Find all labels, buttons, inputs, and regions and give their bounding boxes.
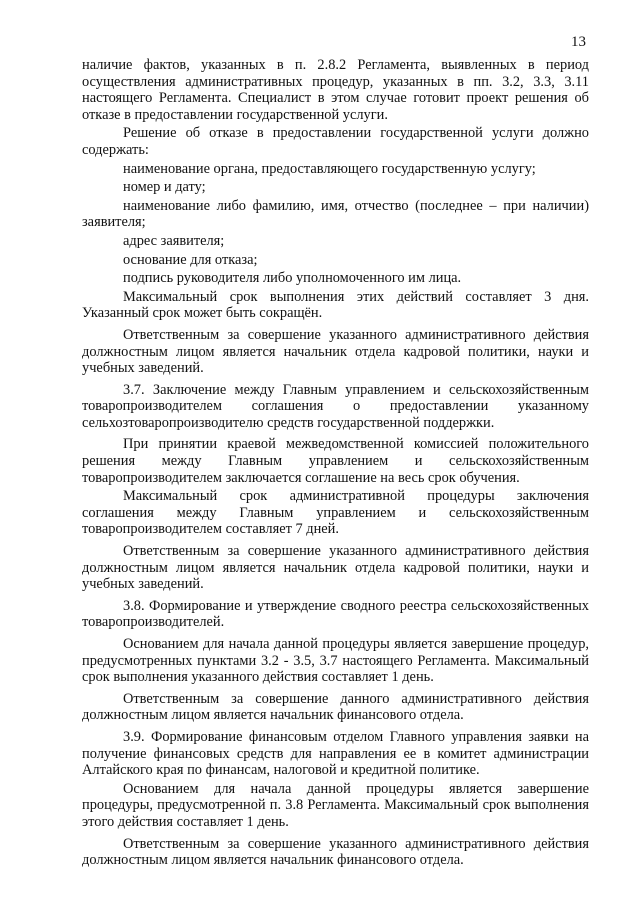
paragraph-responsible: Ответственным за совершение данного административного действия должностным лицом является начальник финансового отдела. [82, 690, 589, 724]
document-body [82, 57, 589, 869]
paragraph-responsible: Ответственным за совершение указанного административного действия должностным лицом является начальник финансового отдела. [82, 835, 589, 869]
list-item: наименование органа, предоставляющего государственную услугу; [123, 160, 536, 177]
paragraph-max-term: Максимальный срок административной процедуры заключения соглашения между Главным управлением и сельскохозяйственным товаропроизводителем составляет 7 дней. [82, 488, 589, 538]
paragraph-commission-decision: При принятии краевой межведомственной комиссией положительного решения между Главным управлением и сельскохозяйственным товаропроизводителем заключается соглашение на весь срок обучения. [82, 436, 589, 486]
list-item: наименование либо фамилию, имя, отчество (последнее – при наличии) заявителя; [82, 197, 589, 231]
paragraph-basis: Основанием для начала данной процедуры является завершение процедур, предусмотренных пунктами 3.2 - 3.5, 3.7 настоящего Регламента. Максимальный срок выполнения указанного действия составляет 1 день. [82, 636, 589, 686]
paragraph-responsible: Ответственным за совершение указанного административного действия должностным лицом является начальник отдела кадровой политики, науки и учебных заведений. [82, 543, 589, 593]
paragraph-basis: Основанием для начала данной процедуры является завершение процедуры, предусмотренной п. 3.8 Регламента. Максимальный срок выполнения этого действия составляет 1 день. [82, 780, 589, 830]
section-3-9-heading: 3.9. Формирование финансовым отделом Главного управления заявки на получение финансовых средств для направления ее в комитет администрации Алтайского края по финансам, налоговой и кредитной политике. [82, 728, 589, 779]
paragraph-refusal-contents: Решение об отказе в предоставлении государственной услуги должно содержать: [82, 125, 589, 158]
list-item: адрес заявителя; [123, 232, 225, 249]
list-item: подпись руководителя либо уполномоченного им лица. [123, 270, 462, 287]
section-3-8-heading: 3.8. Формирование и утверждение сводного реестра сельскохозяйственных товаропроизводителей. [82, 597, 589, 631]
list-item: номер и дату; [123, 179, 206, 196]
section-3-7-heading: 3.7. Заключение между Главным управлением и сельскохозяйственным товаропроизводителем соглашения о предоставлении указанному сельхозтоваропроизводителю средств государственной поддержки. [82, 381, 589, 431]
paragraph-max-term: Максимальный срок выполнения этих действий составляет 3 дня. Указанный срок может быть сокращён. [82, 288, 589, 322]
list-item: основание для отказа; [123, 251, 258, 268]
paragraph-refusal-grounds: наличие фактов, указанных в п. 2.8.2 Регламента, выявленных в период осуществления административных процедур, указанных в пп. 3.2, 3.3, 3.11 настоящего Регламента. Специалист в этом случае готовит проект решения об отказе в предоставлении государственной услуги. [82, 57, 589, 123]
paragraph-responsible: Ответственным за совершение указанного административного действия должностным лицом является начальник отдела кадровой политики, науки и учебных заведений. [82, 326, 589, 377]
page-number: 13 [571, 34, 586, 50]
